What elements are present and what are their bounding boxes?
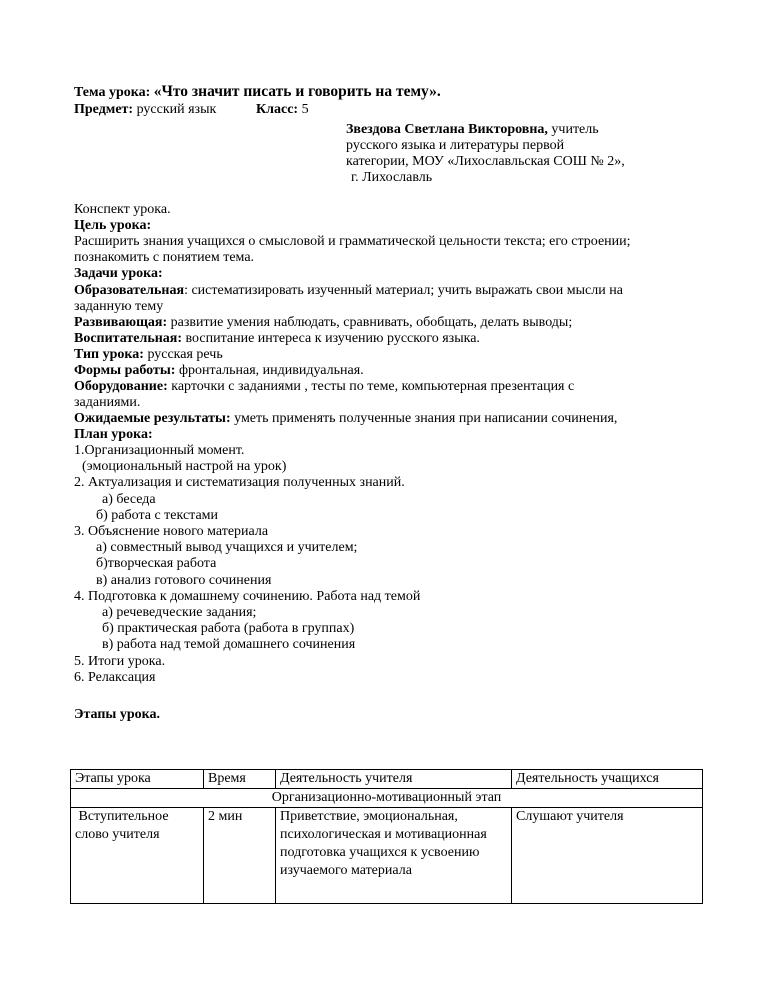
students-cell: Слушают учителя: [512, 808, 703, 904]
plan-item-3a: а) совместный вывод учащихся и учителем;: [96, 540, 358, 555]
header-cell-time: Время: [204, 770, 276, 789]
plan-item-2: 2. Актуализация и систематизация полученных знаний.: [74, 475, 405, 490]
topic-label: Тема урока:: [74, 85, 151, 100]
plan-item-4: 4. Подготовка к домашнему сочинению. Работа над темой: [74, 589, 421, 604]
class-label: Класс:: [256, 102, 299, 117]
edu-line-2: заданную тему: [74, 299, 164, 314]
author-line-2: русского языка и литературы первой: [346, 138, 565, 153]
plan-item-5: 5. Итоги урока.: [74, 654, 166, 669]
stages-table: [70, 769, 703, 904]
type-label: Тип урока:: [74, 347, 144, 362]
author-role: учитель: [551, 122, 599, 137]
goal-line-2: познакомить с понятием тема.: [74, 250, 255, 265]
results-label: Ожидаемые результаты:: [74, 411, 231, 426]
plan-item-3b: б)творческая работа: [96, 556, 217, 571]
class-line: [256, 102, 309, 118]
subject-line: [74, 102, 216, 118]
upb-line: [74, 331, 480, 347]
equip-text: карточки с заданиями , тесты по теме, компьютерная презентация с: [171, 379, 575, 394]
plan-item-4c: в) работа над темой домашнего сочинения: [102, 637, 356, 652]
header-cell-stage: Этапы урока: [71, 770, 204, 789]
teacher-cell: Приветствие, эмоциональная, психологическая и мотивационная подготовка учащихся к усвоению изучаемого материала: [276, 808, 512, 904]
plan-item-4a: а) речеведческие задания;: [102, 605, 257, 620]
plan-item-4b: б) практическая работа (работа в группах): [102, 621, 355, 636]
subject-label: Предмет:: [74, 102, 134, 117]
edu-label: Образовательная: [74, 283, 185, 298]
table-section-row: [71, 789, 703, 808]
forms-label: Формы работы:: [74, 363, 176, 378]
results-line: [74, 411, 617, 427]
plan-item-1: 1.Организационный момент.: [74, 443, 245, 458]
class-value: 5: [301, 102, 309, 117]
plan-label: План урока:: [74, 427, 153, 442]
type-text: русская речь: [147, 347, 223, 362]
stages-title: Этапы урока.: [74, 707, 160, 722]
plan-item-3: 3. Объяснение нового материала: [74, 524, 269, 539]
table-header-row: [71, 770, 703, 789]
type-line: [74, 347, 223, 363]
header-cell-teacher: Деятельность учителя: [276, 770, 512, 789]
summary-title: Конспект урока.: [74, 202, 171, 217]
plan-item-3c: в) анализ готового сочинения: [96, 573, 272, 588]
forms-line: [74, 363, 364, 379]
edu-text: : систематизировать изученный материал; учить выражать свои мысли на: [184, 283, 623, 298]
stage-cell: Вступительное слово учителя: [71, 808, 204, 904]
author-line-1: [346, 122, 599, 138]
equip-label: Оборудование:: [74, 379, 168, 394]
plan-item-6: 6. Релаксация: [74, 670, 156, 685]
tasks-label: Задачи урока:: [74, 266, 163, 281]
author-line-4: г. Лихославль: [351, 170, 433, 185]
forms-text: фронтальная, индивидуальная.: [178, 363, 364, 378]
upb-text: воспитание интереса к изучению русского языка.: [185, 331, 480, 346]
section-cell: Организационно-мотивационный этап: [71, 789, 703, 808]
table-row: [71, 808, 703, 904]
plan-item-2a: а) беседа: [102, 492, 156, 507]
goal-line-1: Расширить знания учащихся о смысловой и грамматической цельности текста; его строении;: [74, 234, 631, 249]
upb-label: Воспитательная:: [74, 331, 183, 346]
plan-item-1a: (эмоциональный настрой на урок): [82, 459, 287, 474]
results-text: уметь применять полученные знания при написании сочинения,: [234, 411, 618, 426]
plan-item-2b: б) работа с текстами: [96, 508, 219, 523]
dev-text: развитие умения наблюдать, сравнивать, обобщать, делать выводы;: [170, 315, 573, 330]
dev-line: [74, 315, 572, 331]
author-name: Звездова Светлана Викторовна,: [346, 122, 548, 137]
topic-line: [74, 84, 441, 101]
equip-line-1: [74, 379, 574, 395]
dev-label: Развивающая:: [74, 315, 168, 330]
goal-label: Цель урока:: [74, 218, 152, 233]
edu-line-1: [74, 283, 623, 299]
author-line-3: категории, МОУ «Лихославльская СОШ № 2»,: [346, 154, 625, 169]
time-cell: 2 мин: [204, 808, 276, 904]
topic-text: «Что значит писать и говорить на тему».: [153, 83, 441, 100]
subject-value: русский язык: [136, 102, 217, 117]
equip-line-2: заданиями.: [74, 395, 141, 410]
header-cell-students: Деятельность учащихся: [512, 770, 703, 789]
